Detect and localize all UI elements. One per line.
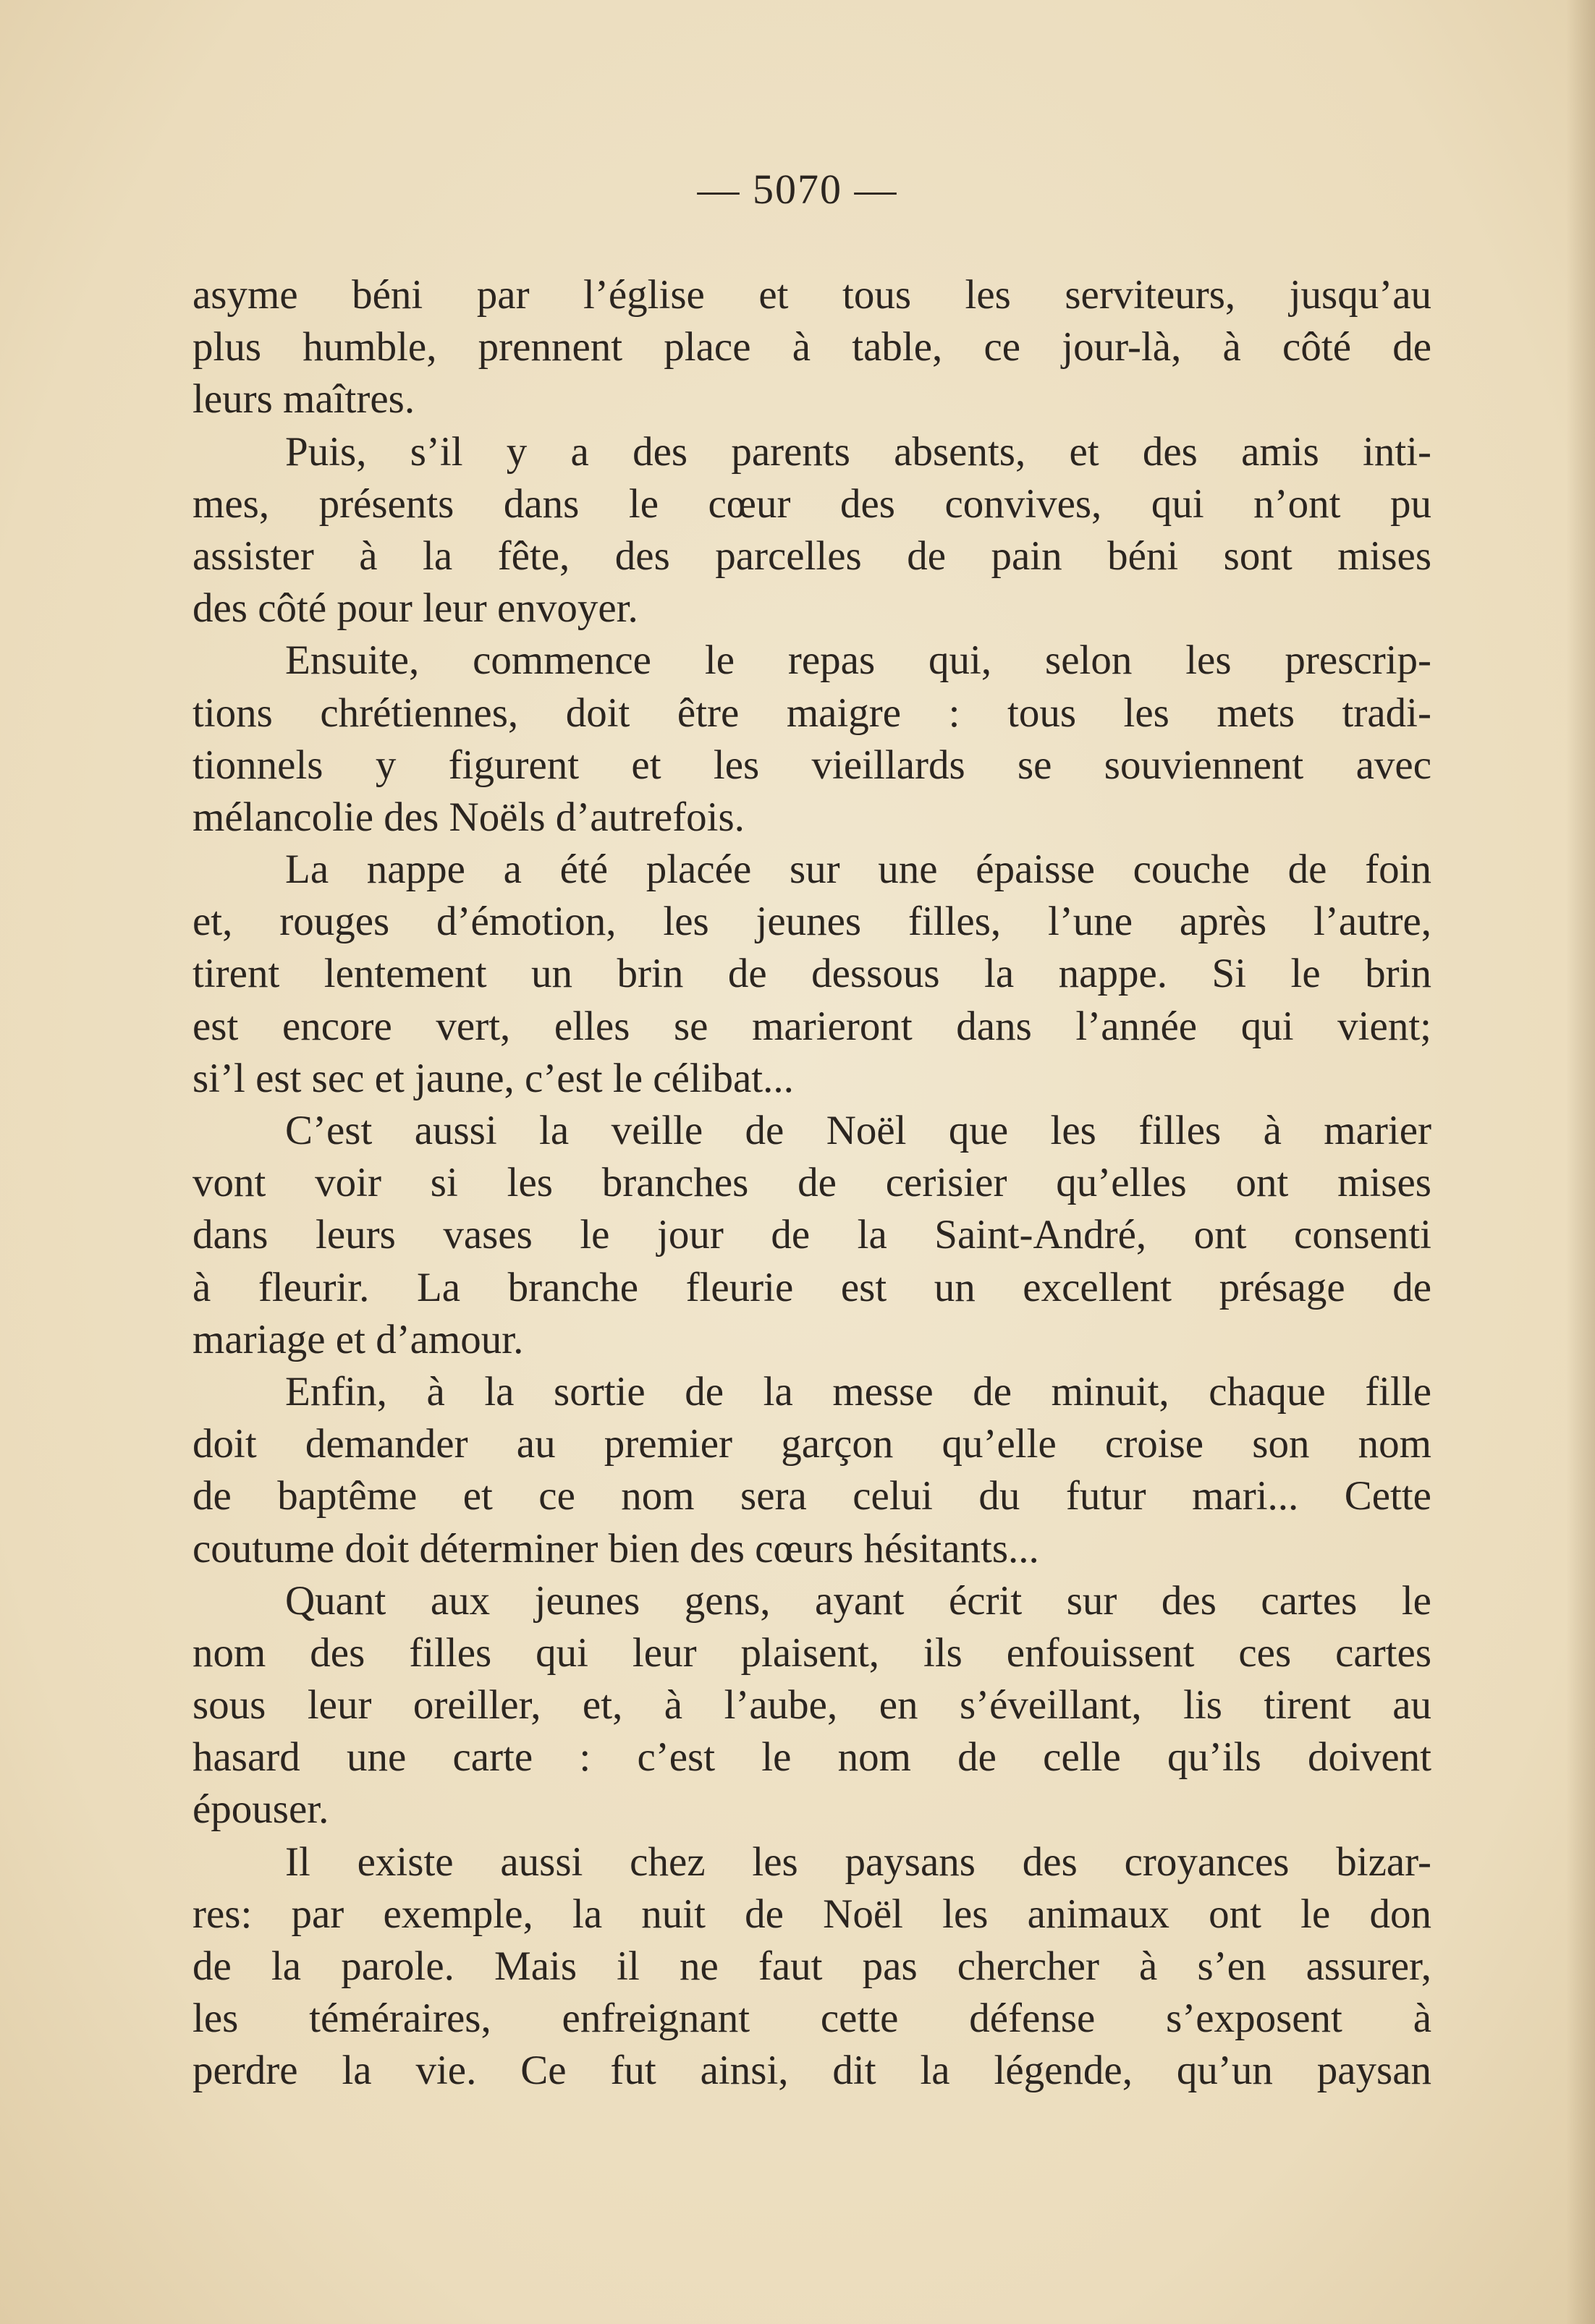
text-line: Il existe aussi chez les paysans des croyances bizar- <box>285 1839 1431 1885</box>
page-edge-shadow <box>1566 0 1595 2324</box>
text-line: doit demander au premier garçon qu’elle croise son nom <box>192 1421 1431 1467</box>
text-line: mélancolie des Noëls d’autrefois. <box>192 794 745 840</box>
text-line: plus humble, prennent place à table, ce jour-là, à côté de <box>192 324 1431 370</box>
text-line: les téméraires, enfreignant cette défense s’exposent à <box>192 1996 1431 2042</box>
text-line: à fleurir. La branche fleurie est un excellent présage de <box>192 1264 1431 1310</box>
text-line: C’est aussi la veille de Noël que les filles à marier <box>285 1108 1431 1153</box>
text-line: leurs maîtres. <box>192 376 415 423</box>
text-line: dans leurs vases le jour de la Saint-André, ont consenti <box>192 1212 1431 1258</box>
text-line: mariage et d’amour. <box>192 1316 524 1362</box>
text-line: res: par exemple, la nuit de Noël les animaux ont le don <box>192 1891 1431 1937</box>
text-line: de la parole. Mais il ne faut pas chercher à s’en assurer, <box>192 1943 1431 1989</box>
text-line: Quant aux jeunes gens, ayant écrit sur des cartes le <box>285 1577 1431 1624</box>
text-line: tionnels y figurent et les vieillards se souviennent avec <box>192 742 1431 788</box>
page-number: — 5070 — <box>697 166 898 213</box>
text-line: hasard une carte : c’est le nom de celle qu’ils doivent <box>192 1734 1431 1781</box>
text-line: épouser. <box>192 1786 329 1833</box>
text-line: La nappe a été placée sur une épaisse couche de foin <box>285 847 1431 893</box>
text-line: nom des filles qui leur plaisent, ils enfouissent ces cartes <box>192 1629 1431 1676</box>
text-line: assister à la fête, des parcelles de pain béni sont mises <box>192 533 1431 579</box>
text-line: asyme béni par l’église et tous les serviteurs, jusqu’au <box>192 272 1431 318</box>
text-line: coutume doit déterminer bien des cœurs hésitants... <box>192 1525 1039 1572</box>
text-line: sous leur oreiller, et, à l’aube, en s’éveillant, lis tirent au <box>192 1682 1431 1729</box>
text-line: Enfin, à la sortie de la messe de minuit, chaque fille <box>285 1368 1431 1415</box>
text-line: vont voir si les branches de cerisier qu’elles ont mises <box>192 1160 1431 1206</box>
text-line: Puis, s’il y a des parents absents, et des amis inti- <box>285 428 1431 475</box>
text-line: tirent lentement un brin de dessous la nappe. Si le brin <box>192 951 1431 997</box>
text-line: des côté pour leur envoyer. <box>192 585 638 632</box>
text-line: Ensuite, commence le repas qui, selon les prescrip- <box>285 637 1431 684</box>
text-line: perdre la vie. Ce fut ainsi, dit la légende, qu’un paysan <box>192 2048 1431 2094</box>
text-line: si’l est sec et jaune, c’est le célibat... <box>192 1055 794 1101</box>
page-body-text <box>192 269 1431 2098</box>
text-line: tions chrétiennes, doit être maigre : tous les mets tradi- <box>192 690 1431 736</box>
text-line: est encore vert, elles se marieront dans l’année qui vient; <box>192 1003 1431 1049</box>
text-line: mes, présents dans le cœur des convives, qui n’ont pu <box>192 480 1431 527</box>
text-line: et, rouges d’émotion, les jeunes filles, l’une après l’autre, <box>192 899 1431 945</box>
text-line: de baptême et ce nom sera celui du futur mari... Cette <box>192 1473 1431 1519</box>
